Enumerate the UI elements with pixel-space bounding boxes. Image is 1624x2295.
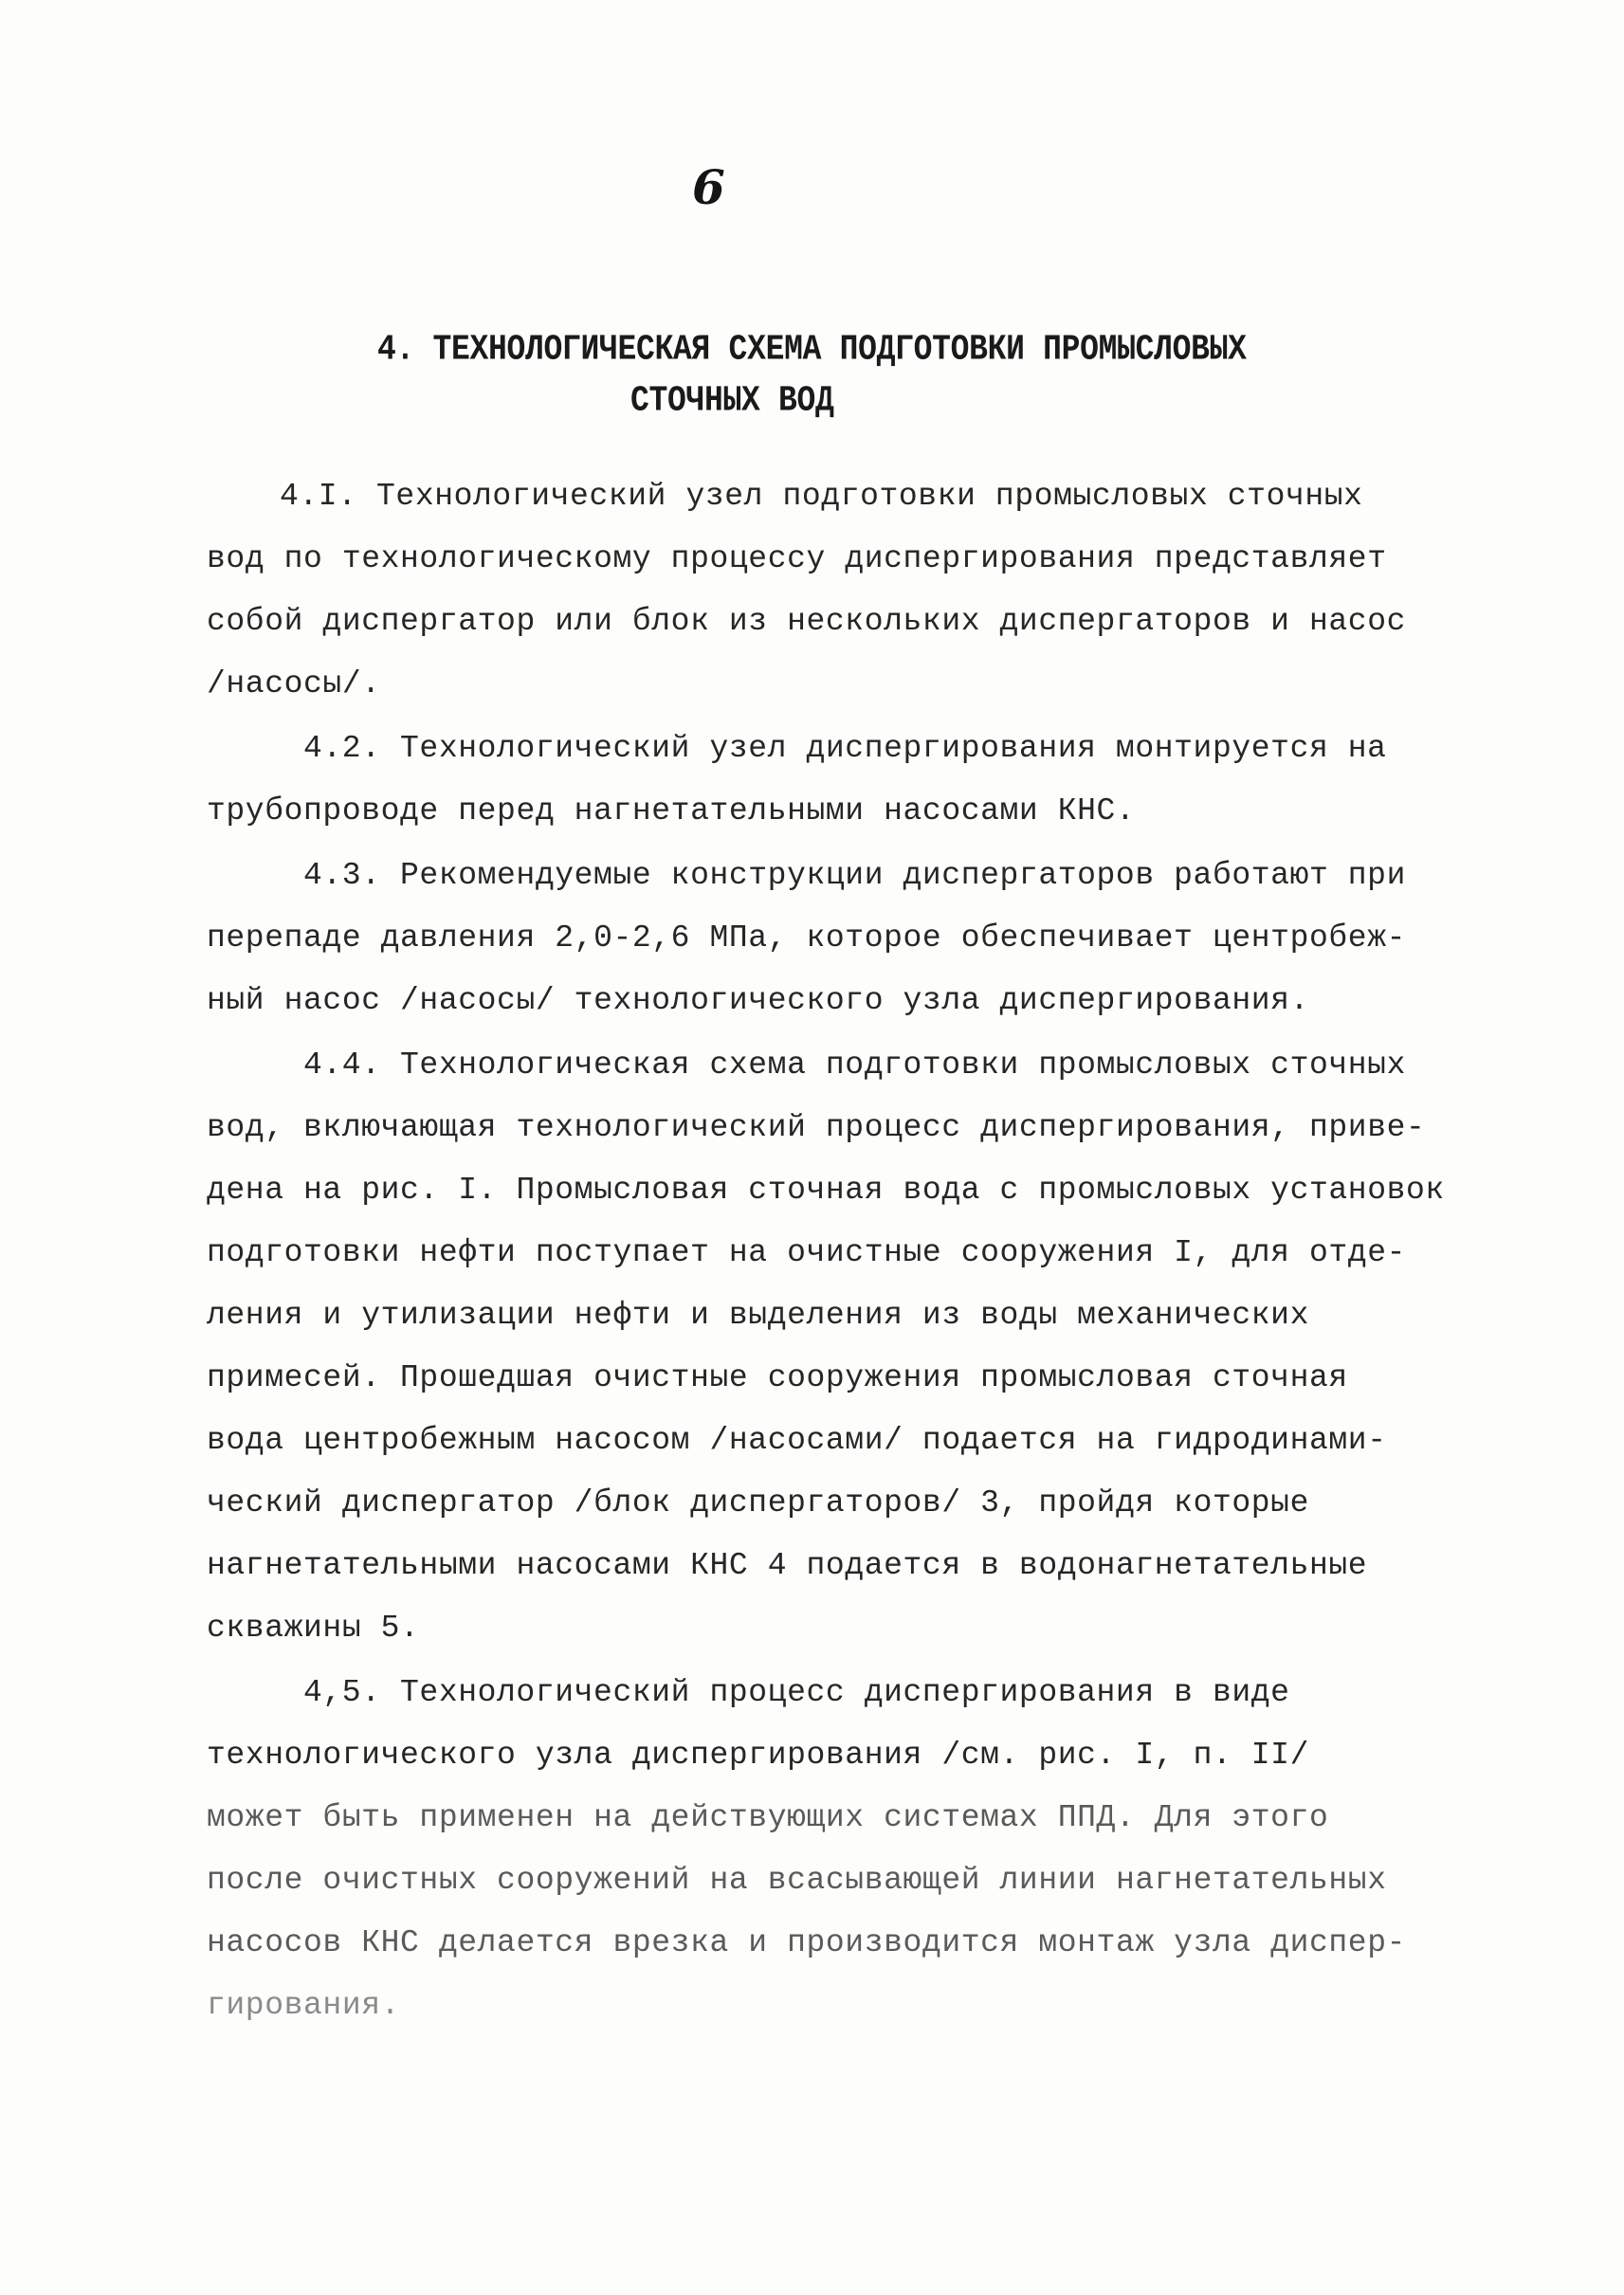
text-line: ческий диспергатор /блок диспергаторов/ 3, пройдя которые: [207, 1485, 1309, 1521]
text-line: может быть применен на действующих системах ППД. Для этого: [207, 1800, 1329, 1835]
text-line: примесей. Прошедшая очистные сооружения промысловая сточная: [207, 1360, 1348, 1395]
text-line: скважины 5.: [207, 1611, 420, 1646]
text-line: 4.3. Рекомендуемые конструкции диспергаторов работают при: [303, 858, 1406, 893]
text-line: технологического узла диспергирования /см. рис. I, п. II/: [207, 1738, 1309, 1773]
text-line: после очистных сооружений на всасывающей линии нагнетательных: [207, 1863, 1387, 1898]
text-line: 4,5. Технологический процесс диспергирования в виде: [303, 1675, 1290, 1710]
text-line: гирования.: [207, 1988, 401, 2023]
text-line: /насосы/.: [207, 666, 381, 701]
section-title-line-1: 4. ТЕХНОЛОГИЧЕСКАЯ СХЕМА ПОДГОТОВКИ ПРОМЫСЛОВЫХ: [377, 329, 1247, 370]
text-line: нагнетательными насосами КНС 4 подается в водонагнетательные: [207, 1548, 1368, 1583]
section-title-line-2: СТОЧНЫХ ВОД: [630, 380, 834, 421]
text-line: насосов КНС делается врезка и производится монтаж узла диспер-: [207, 1925, 1406, 1960]
text-line: вод по технологическому процессу диспергирования представляет: [207, 541, 1387, 576]
text-line: собой диспергатор или блок из нескольких диспергаторов и насос: [207, 604, 1406, 639]
text-line: вод, включающая технологический процесс диспергирования, приве-: [207, 1110, 1426, 1145]
text-line: ления и утилизации нефти и выделения из воды механических: [207, 1298, 1309, 1333]
text-line: ный насос /насосы/ технологического узла диспергирования.: [207, 983, 1309, 1018]
text-line: 4.2. Технологический узел диспергирования монтируется на: [303, 731, 1387, 766]
text-line: перепаде давления 2,0-2,6 МПа, которое обеспечивает центробеж-: [207, 920, 1406, 956]
text-line: дена на рис. I. Промысловая сточная вода с промысловых установок: [207, 1173, 1445, 1208]
text-line: трубопроводе перед нагнетательными насосами КНС.: [207, 793, 1136, 829]
text-line: 4.4. Технологическая схема подготовки промысловых сточных: [303, 1047, 1406, 1083]
text-line: подготовки нефти поступает на очистные сооружения I, для отде-: [207, 1235, 1406, 1270]
page-number: 6: [692, 159, 725, 215]
text-line: 4.I. Технологический узел подготовки промысловых сточных: [280, 479, 1363, 514]
text-line: вода центробежным насосом /насосами/ подается на гидродинами-: [207, 1423, 1387, 1458]
